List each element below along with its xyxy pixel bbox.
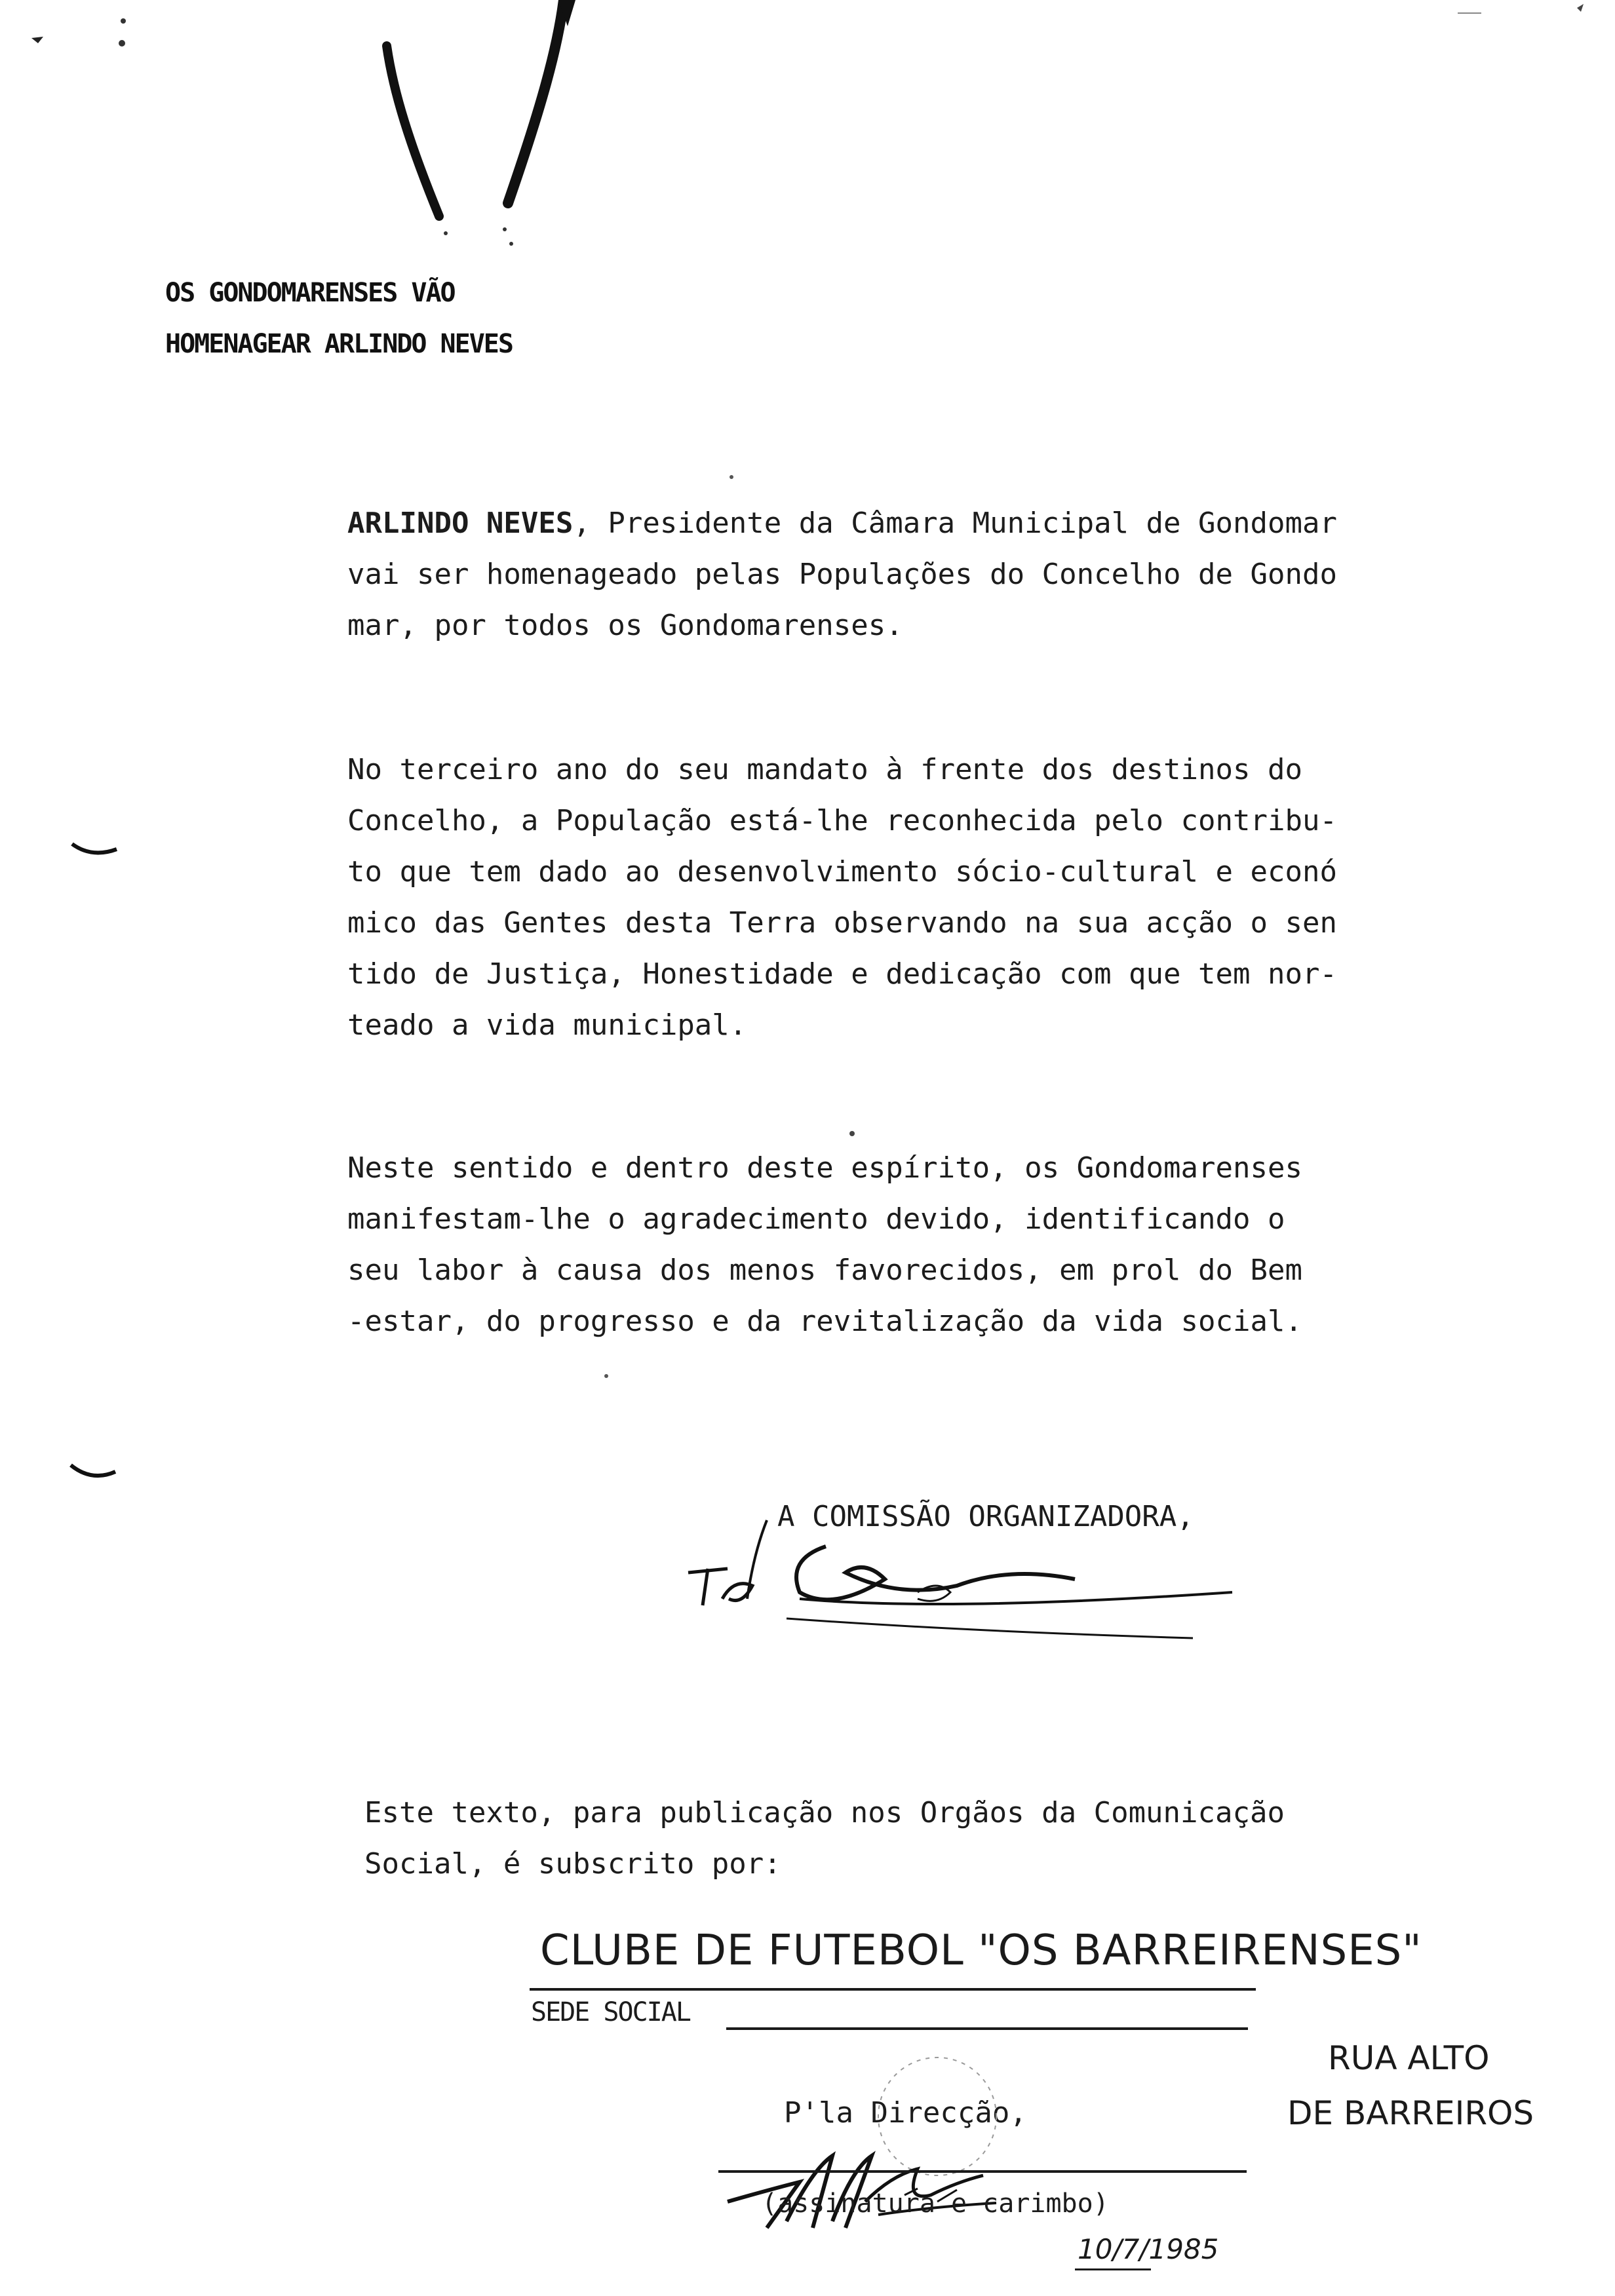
address-line-2: DE BARREIROS bbox=[1287, 2094, 1534, 2132]
paragraph-3-line: -estar, do progresso e da revitalização da vida social. bbox=[347, 1305, 1302, 1338]
paragraph-1 bbox=[347, 498, 1337, 651]
paragraph-2-line: to que tem dado ao desenvolvimento sócio-cultural e econó bbox=[347, 855, 1337, 889]
paragraph-2-line: tido de Justiça, Honestidade e dedicação com que tem nor- bbox=[347, 957, 1337, 991]
date-underline bbox=[1075, 2268, 1151, 2270]
paragraph-1-line-2: vai ser homenageado pelas Populações do Concelho de Gondo bbox=[347, 558, 1337, 591]
paragraph-3-line: manifestam-lhe o agradecimento devido, identificando o bbox=[347, 1202, 1285, 1236]
honoree-name: ARLINDO NEVES bbox=[347, 507, 574, 540]
committee-label: A COMISSÃO ORGANIZADORA, bbox=[777, 1500, 1194, 1533]
club-name: CLUBE DE FUTEBOL "OS BARREIRENSES" bbox=[540, 1926, 1422, 1975]
publication-note-line-1: Este texto, para publicação nos Orgãos da Comunicação bbox=[364, 1796, 1285, 1829]
signature-caption: (assinatura e carimbo) bbox=[762, 2189, 1109, 2219]
paragraph-1-line-1-rest: , Presidente da Câmara Municipal de Gondomar bbox=[573, 507, 1337, 540]
date: 10/7/1985 bbox=[1078, 2233, 1219, 2265]
headline-line-1: OS GONDOMARENSES VÃO bbox=[165, 278, 455, 308]
paragraph-1-line-3: mar, por todos os Gondomarenses. bbox=[347, 609, 903, 642]
paragraph-2-line: No terceiro ano do seu mandato à frente dos destinos do bbox=[347, 753, 1302, 786]
paragraph-2-line: Concelho, a População está-lhe reconhecida pelo contribu- bbox=[347, 804, 1337, 837]
top-ink-strokes bbox=[367, 0, 629, 262]
direction-label: P'la Direcção, bbox=[784, 2096, 1027, 2130]
committee-signature bbox=[669, 1501, 1258, 1645]
seat-blank-line bbox=[726, 2027, 1248, 2030]
address-line-1: RUA ALTO bbox=[1328, 2039, 1490, 2077]
paragraph-2 bbox=[347, 744, 1337, 1051]
paragraph-3-line: Neste sentido e dentro deste espírito, os Gondomarenses bbox=[347, 1151, 1302, 1185]
paragraph-1-line-1 bbox=[347, 498, 1337, 549]
publication-note-line-2: Social, é subscrito por: bbox=[364, 1847, 781, 1881]
paragraph-2-line: teado a vida municipal. bbox=[347, 1008, 747, 1042]
seat-label: SEDE SOCIAL bbox=[531, 1997, 690, 2027]
paragraph-2-line: mico das Gentes desta Terra observando na sua acção o sen bbox=[347, 906, 1337, 940]
paragraph-3-line: seu labor à causa dos menos favorecidos, em prol do Bem bbox=[347, 1253, 1302, 1287]
paragraph-3 bbox=[347, 1143, 1302, 1347]
headline-line-2: HOMENAGEAR ARLINDO NEVES bbox=[165, 329, 513, 359]
signature-line bbox=[718, 2170, 1247, 2173]
